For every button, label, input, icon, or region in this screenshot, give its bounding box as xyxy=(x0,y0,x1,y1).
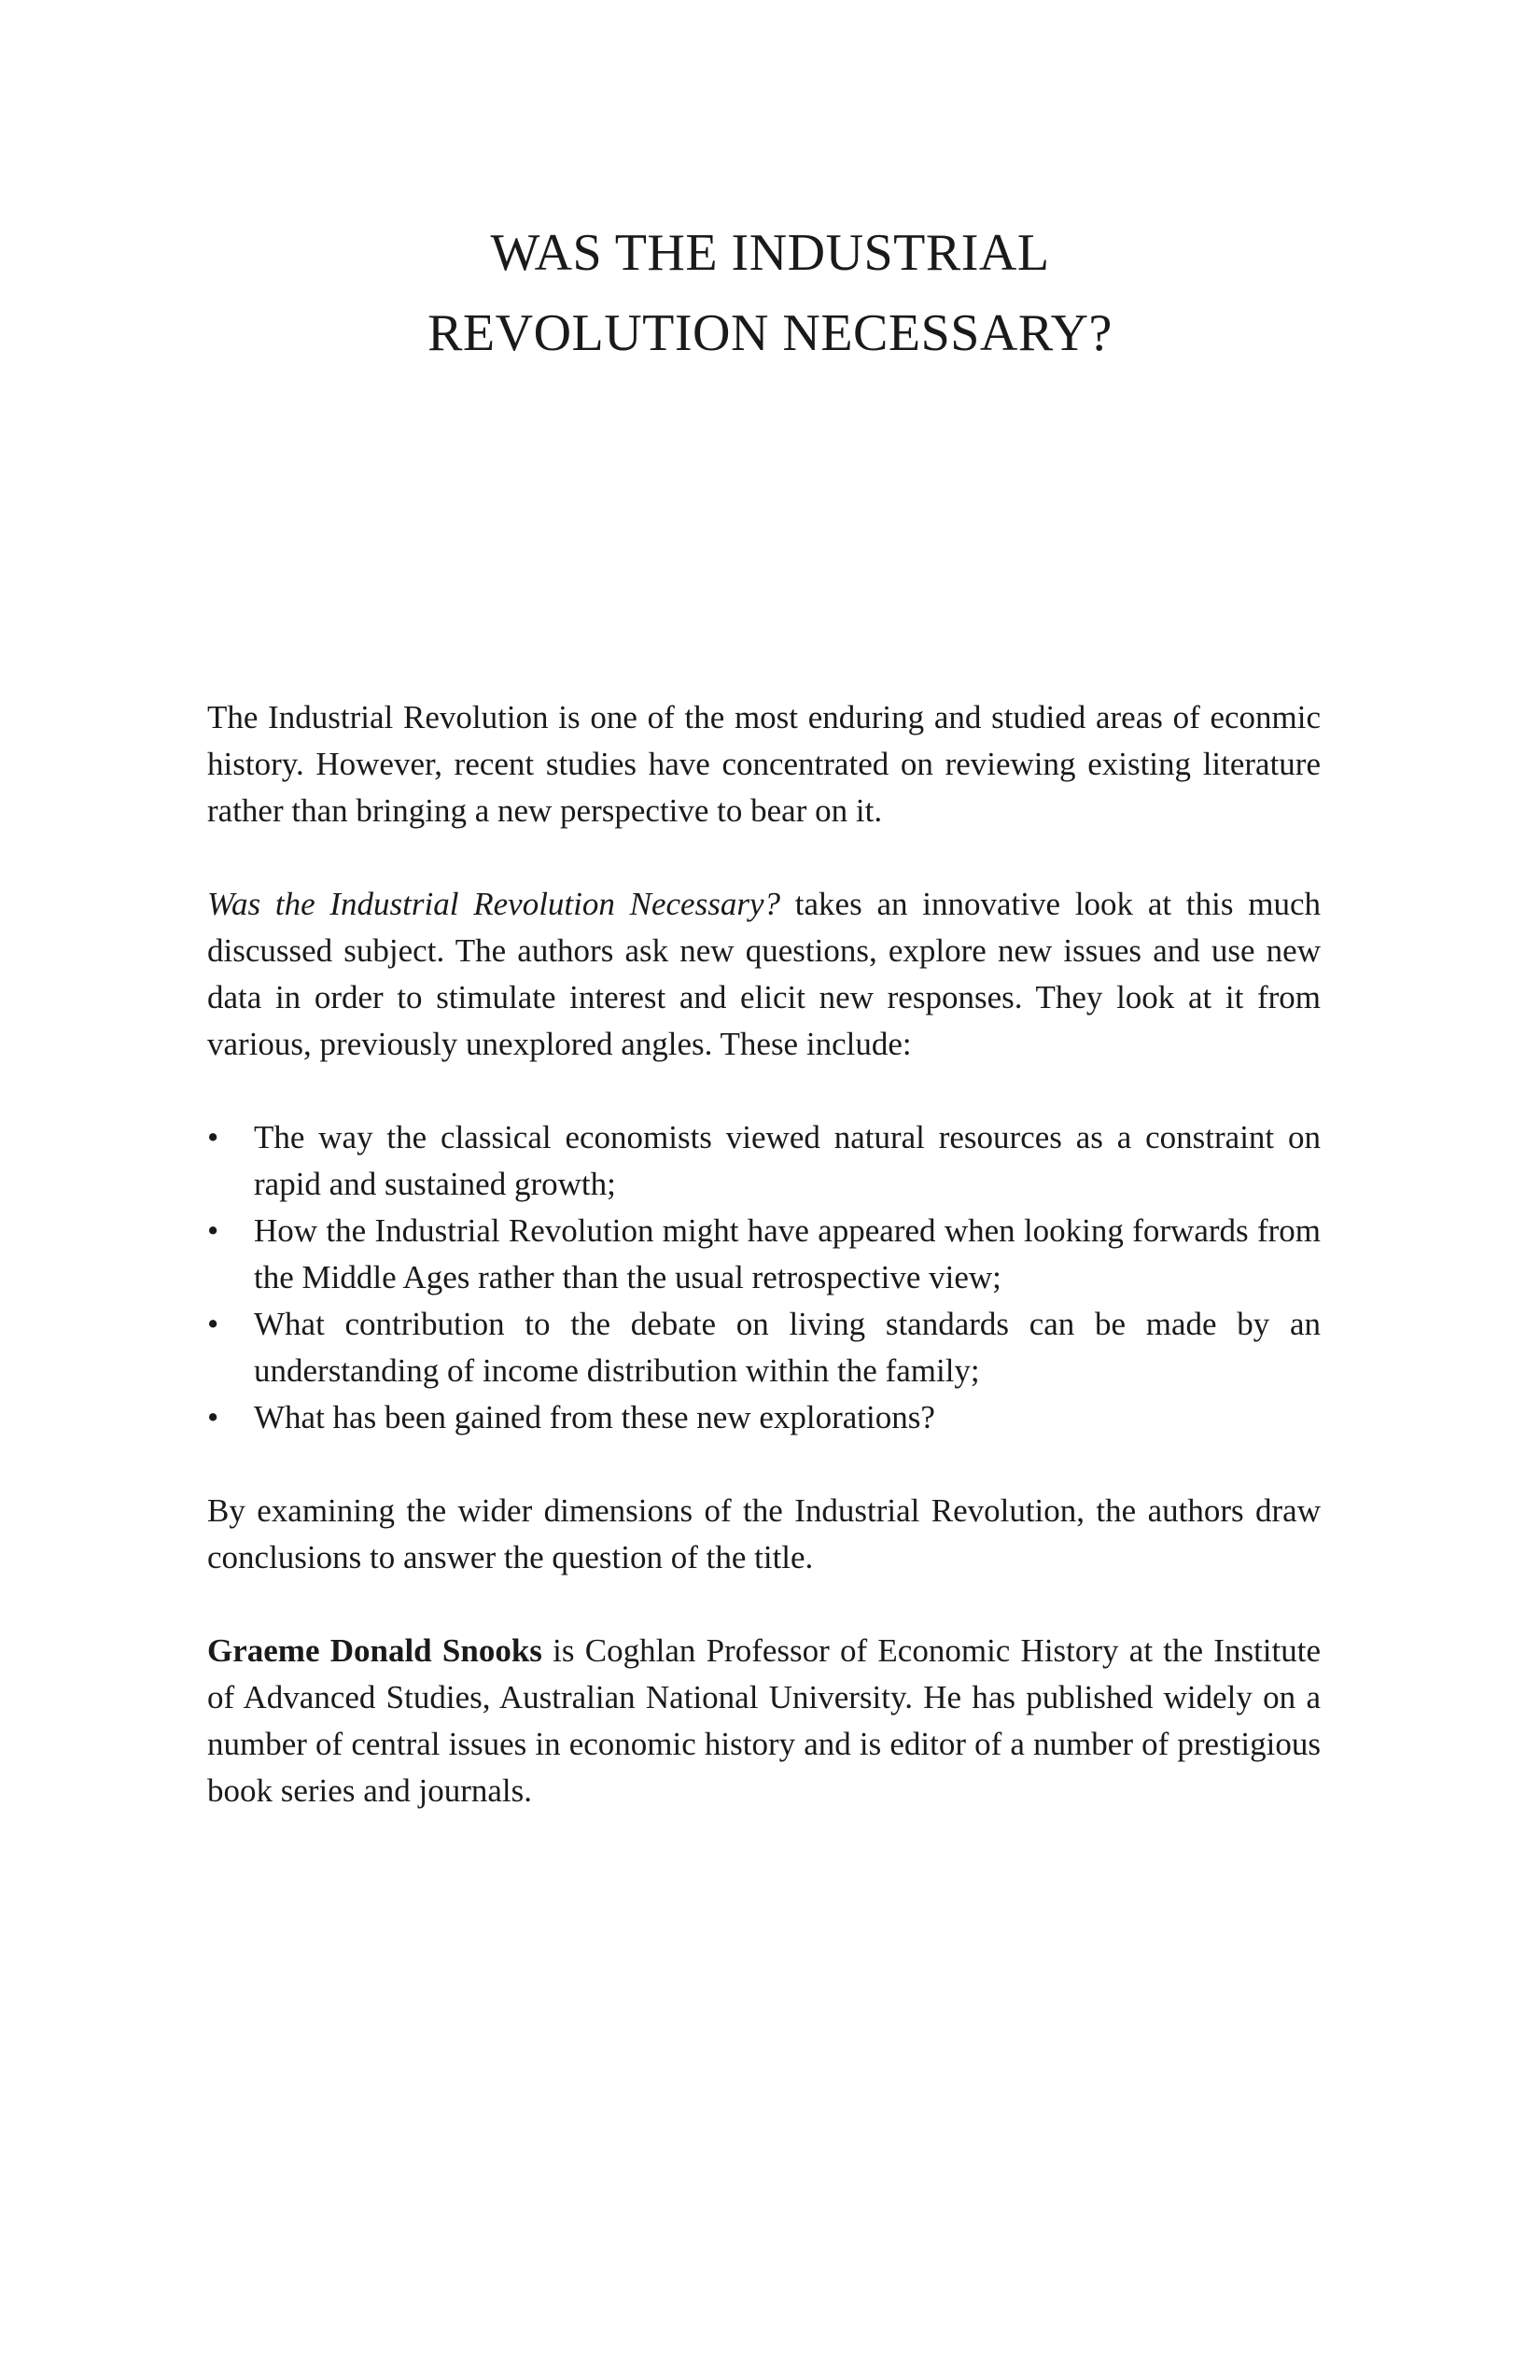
description-paragraph xyxy=(207,881,1321,1068)
angles-list xyxy=(207,1114,1321,1441)
list-item xyxy=(207,1394,1321,1441)
paragraph-spacer xyxy=(207,1441,1321,1488)
list-item xyxy=(207,1114,1321,1208)
paragraph-spacer xyxy=(207,1581,1321,1628)
list-item xyxy=(207,1208,1321,1301)
conclusion-paragraph: By examining the wider dimensions of the Industrial Revolution, the authors draw conclusions to answer the question of the title. xyxy=(207,1492,1321,1575)
list-item xyxy=(207,1301,1321,1394)
bullet-marker: • xyxy=(207,1306,219,1342)
page-title xyxy=(0,213,1540,373)
paragraph-spacer xyxy=(207,834,1321,881)
intro-paragraph: The Industrial Revolution is one of the most enduring and studied areas of econmic history. However, recent studies have concentrated on reviewing existing literature rather than bringing a new perspective to bear on it. xyxy=(207,699,1321,829)
list-item-text: The way the classical economists viewed natural resources as a constraint on rapid and sustained growth; xyxy=(254,1119,1321,1202)
book-title-italic: Was the Industrial Revolution Necessary? xyxy=(207,886,780,922)
paragraph-spacer xyxy=(207,1068,1321,1114)
title-line-1: WAS THE INDUSTRIAL xyxy=(490,224,1050,282)
bullet-marker: • xyxy=(207,1119,219,1155)
title-line-2: REVOLUTION NECESSARY? xyxy=(427,304,1113,362)
author-bio-paragraph xyxy=(207,1628,1321,1814)
author-name: Graeme Donald Snooks xyxy=(207,1632,542,1669)
bullet-marker: • xyxy=(207,1212,219,1249)
description-text: takes an innovative look at this much discussed subject. The authors ask new questions, explore new issues and use new data in order to stimulate interest and elicit new responses. They look at it from various, previously unexplored angles. These include: xyxy=(207,886,1321,1062)
list-item-text: How the Industrial Revolution might have appeared when looking forwards from the Middle Ages rather than the usual retrospective view; xyxy=(254,1212,1321,1295)
body-text xyxy=(207,694,1321,1814)
bullet-marker: • xyxy=(207,1399,219,1435)
list-item-text: What has been gained from these new explorations? xyxy=(254,1399,935,1435)
author-bio: is Coghlan Professor of Economic History at the Institute of Advanced Studies, Australian National University. He has published widely on a number of central issues in economic history and is editor of a number of prestigious book series and journals. xyxy=(207,1632,1322,1809)
list-item-text: What contribution to the debate on living standards can be made by an understanding of income distribution within the family; xyxy=(254,1306,1321,1389)
